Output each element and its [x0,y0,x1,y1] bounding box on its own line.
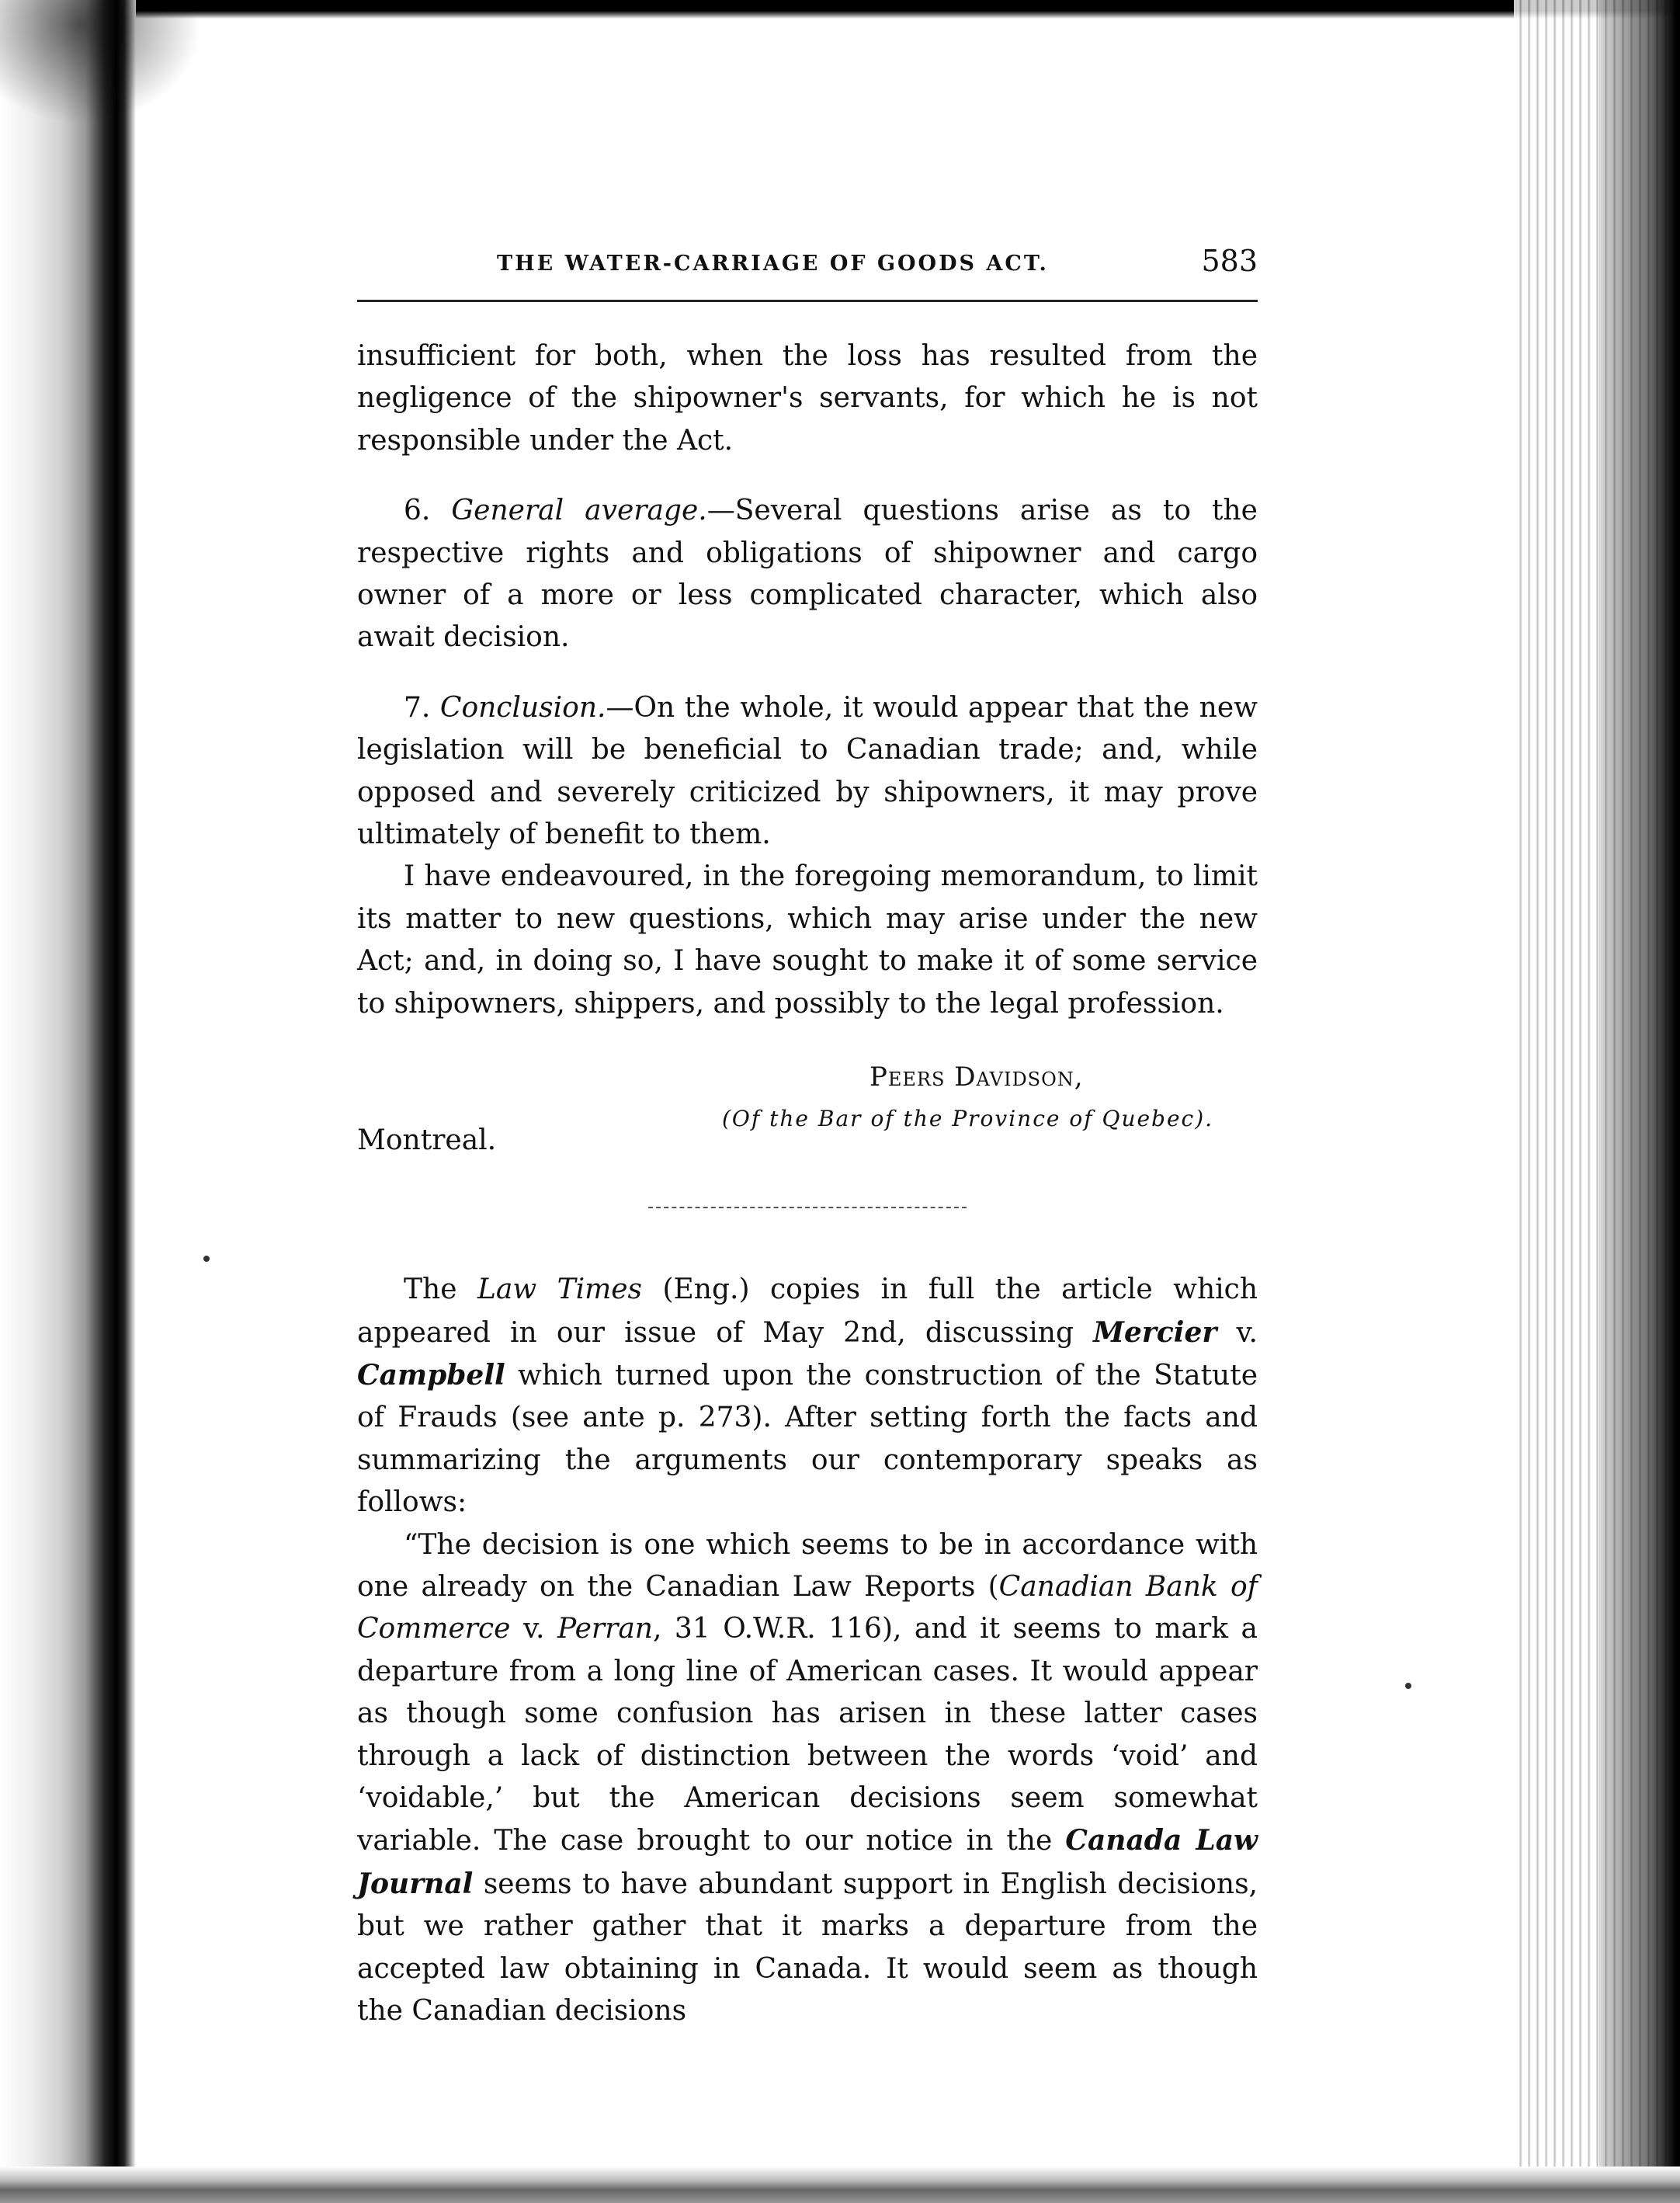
section-divider [648,1207,967,1208]
text-run: which turned upon the construction of the Statute of Frauds (see ante p. 273). After setting forth the facts and summarizing the arguments our contemporary speaks as follows: [357,1359,1258,1519]
scan-smudge [0,0,202,124]
paragraph-conclusion [357,687,1258,857]
author-name: Peers Davidson, [870,1062,1084,1093]
scan-edge-right-shadow [1599,0,1680,2203]
case-party: Campbell [357,1358,505,1392]
text-run: v. [510,1613,557,1645]
publication-title: Canada Law Journal [357,1824,1258,1900]
page [357,233,1258,2143]
running-head [357,244,1258,298]
section-text: —Several questions arise as to the respective rights and obligations of shipowner and cargo owner of a more or less complicated character, which also await decision. [357,495,1258,654]
header-rule [357,300,1258,302]
paragraph: I have endeavoured, in the foregoing memorandum, to limit its matter to new questions, which may arise under the new Act; and, in doing so, I have sought to make it of some service to shipowners, shippers, and possibly to the legal profession. [357,860,1258,1020]
text-run: , 31 O.W.R. 116), and it seems to mark a departure from a long line of American cases. It would appear as though some confusion has arisen in these latter cases through a lack of distinction between the words ‘void’ and ‘voidable,’ but the American decisions seem somewhat variable. The case brought to our notice in the [357,1613,1258,1857]
article-body [357,335,1258,2032]
paragraph-general-average [357,490,1258,659]
section-number: 6. [404,495,431,527]
signature-block [357,1056,1258,1188]
section-number: 7. [404,691,431,724]
section-heading: General average. [451,495,707,527]
section-heading: Conclusion. [439,691,606,724]
author-affiliation: (Of the Bar of the Province of Quebec). [722,1106,1214,1132]
paragraph-law-times [357,1269,1258,1524]
stray-mark [1405,1683,1411,1689]
running-title: THE WATER-CARRIAGE OF GOODS ACT. [497,252,1049,276]
case-party: Mercier [1093,1315,1217,1349]
case-party: Canadian Bank of Commerce [357,1570,1258,1645]
section-text: —On the whole, it would appear that the new legislation will be beneficial to Canadian trade; and, while opposed and severely criticized by shipowners, it may prove ultimately of benefit to them. [357,691,1258,851]
case-party: Perran [557,1613,653,1645]
scan-edge-left [0,0,136,2203]
page-number: 583 [1201,244,1258,278]
text-run: (Eng.) copies in full the article which appeared in our issue of May 2nd, discussing [357,1274,1258,1349]
text-run: seems to have abundant support in English decisions, but we rather gather that it marks a departure from the accepted law obtaining in Canada. It would seem as though the Canadian decisions [357,1868,1258,2027]
place-line: Montreal. [357,1124,497,1157]
stray-mark [203,1256,210,1262]
text-run: The [404,1274,477,1306]
text-run: “The decision is one which seems to be in accordance with one already on the Canadian Law Reports ( [357,1528,1258,1603]
scan-edge-bottom [0,2167,1680,2203]
publication-title: Law Times [477,1274,643,1306]
text-run: v. [1217,1316,1258,1349]
paragraph-quotation [357,1524,1258,2033]
paragraph: insufficient for both, when the loss has resulted from the negligence of the shipowner's servants, for which he is not responsible under the Act. [357,340,1258,457]
scan-edge-top [0,0,1680,19]
